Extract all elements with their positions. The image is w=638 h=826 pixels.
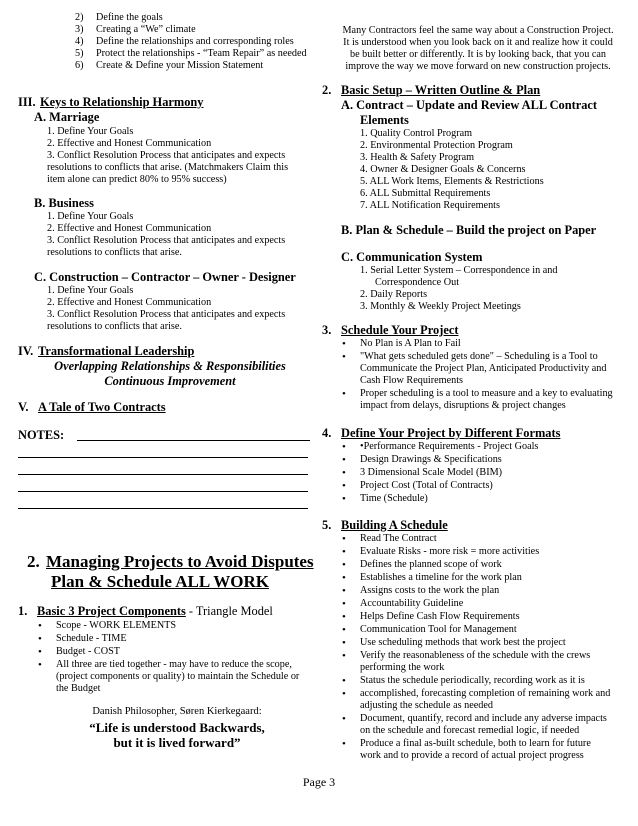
schedule-bullet-cont: Communicate the Project Plan, Anticipated Productivity and xyxy=(360,363,607,374)
contract-item: 2. Environmental Protection Program xyxy=(360,140,513,151)
build-bullet-cont: on the schedule and forecast remedial logic, if needed xyxy=(360,725,580,736)
build-bullet: • accomplished, forecasting completion of remaining work and xyxy=(360,688,610,700)
build-bullet-cont: performing the work xyxy=(360,662,445,673)
page-number: Page 3 xyxy=(302,775,336,789)
list-item: Define the relationships and corresponding roles xyxy=(96,36,294,47)
intro-line: Many Contractors feel the same way about a Construction Project. xyxy=(342,25,614,36)
communication-item: 2. Daily Reports xyxy=(360,289,428,300)
subsection-a-title: A. Marriage xyxy=(34,110,100,124)
section-5-title: Building A Schedule xyxy=(341,518,448,532)
section-2-number: 2. xyxy=(322,83,332,97)
subsection-a-item: item alone can predict 80% to 95% success) xyxy=(47,174,227,185)
section-5-number: 5. xyxy=(322,518,332,532)
schedule-bullet: • Proper scheduling is a tool to measure and a key to evaluating xyxy=(360,388,613,400)
contract-item: 3. Health & Safety Program xyxy=(360,152,475,163)
quote-line: but it is lived forward” xyxy=(113,735,241,750)
component-bullet: • Schedule - TIME xyxy=(56,633,127,645)
heading-2-number: 2. xyxy=(27,552,40,571)
communication-item: 1. Serial Letter System – Correspondence in and xyxy=(360,265,558,276)
component-section-title: Basic 3 Project Components xyxy=(37,604,186,618)
quote-line: “Life is understood Backwards, xyxy=(89,720,265,735)
notes-label: NOTES: xyxy=(18,428,65,442)
build-bullet: • Accountability Guideline xyxy=(360,598,463,610)
plan-schedule-title: B. Plan & Schedule – Build the project on Paper xyxy=(341,223,597,237)
build-bullet: • Verify the reasonableness of the schedule with the crews xyxy=(360,650,590,662)
subsection-b-item: resolutions to conflicts that arise. xyxy=(47,247,182,258)
list-item: Protect the relationships - “Team Repair” as needed xyxy=(96,48,307,59)
format-bullet: • Project Cost (Total of Contracts) xyxy=(360,480,493,492)
subsection-b-item: 3. Conflict Resolution Process that anticipates and expects xyxy=(47,235,286,246)
component-section-number: 1. xyxy=(18,604,28,618)
list-num: 2) xyxy=(75,12,84,23)
list-num: 6) xyxy=(75,60,84,71)
build-bullet: • Communication Tool for Management xyxy=(360,624,517,636)
subsection-b-title: B. Business xyxy=(34,196,94,210)
section-5-number: V. xyxy=(18,400,29,414)
schedule-bullet: • "What gets scheduled gets done" – Scheduling is a Tool to xyxy=(360,351,598,363)
schedule-bullet-cont: Cash Flow Requirements xyxy=(360,375,463,386)
contract-item: 6. ALL Submittal Requirements xyxy=(360,188,491,199)
component-bullet-cont: the Budget xyxy=(56,683,101,694)
build-bullet: • Read The Contract xyxy=(360,533,437,545)
section-4-subtitle: Overlapping Relationships & Responsibilities xyxy=(54,359,286,373)
subsection-c-item: resolutions to conflicts that arise. xyxy=(47,321,182,332)
subsection-c-item: 2. Effective and Honest Communication xyxy=(47,297,212,308)
list-item: Creating a “We” climate xyxy=(96,24,196,35)
format-bullet: • Time (Schedule) xyxy=(360,493,428,505)
build-bullet: • Produce a final as-built schedule, both to learn for future xyxy=(360,738,591,750)
section-3-title: Keys to Relationship Harmony xyxy=(40,95,204,109)
component-section-heading xyxy=(37,604,273,619)
section-4-subtitle: Continuous Improvement xyxy=(104,374,236,388)
section-4-number: 4. xyxy=(322,426,332,440)
intro-line: It is understood when you look back on it and realize how it could xyxy=(343,37,613,48)
heading-2-line: Managing Projects to Avoid Disputes xyxy=(46,552,314,571)
format-bullet: • Design Drawings & Specifications xyxy=(360,454,502,466)
notes-line xyxy=(77,440,310,441)
contract-title: Elements xyxy=(360,113,409,127)
build-bullet-cont: adjusting the schedule as needed xyxy=(360,700,493,711)
notes-line xyxy=(18,508,308,509)
build-bullet-cont: work and to provide a record of actual project progress xyxy=(360,750,584,761)
build-bullet: • Establishes a timeline for the work plan xyxy=(360,572,522,584)
format-bullet: • 3 Dimensional Scale Model (BIM) xyxy=(360,467,502,479)
list-num: 3) xyxy=(75,24,84,35)
subsection-b-item: 2. Effective and Honest Communication xyxy=(47,223,212,234)
subsection-c-item: 1. Define Your Goals xyxy=(47,285,134,296)
build-bullet: • Use scheduling methods that work best the project xyxy=(360,637,566,649)
component-bullet: • Budget - COST xyxy=(56,646,120,658)
subsection-c-item: 3. Conflict Resolution Process that anticipates and expects xyxy=(47,309,286,320)
component-section-suffix: - Triangle Model xyxy=(185,604,273,618)
notes-line xyxy=(18,491,308,492)
contract-item: 4. Owner & Designer Goals & Concerns xyxy=(360,164,526,175)
section-2-title: Basic Setup – Written Outline & Plan xyxy=(341,83,541,97)
notes-line xyxy=(18,457,308,458)
build-bullet: • Document, quantify, record and include any adverse impacts xyxy=(360,713,607,725)
subsection-a-item: 3. Conflict Resolution Process that anticipates and expects xyxy=(47,150,286,161)
communication-item: 3. Monthly & Weekly Project Meetings xyxy=(360,301,521,312)
build-bullet: • Evaluate Risks - more risk = more activities xyxy=(360,546,539,558)
contract-item: 1. Quality Control Program xyxy=(360,128,473,139)
component-bullet-cont: (project components or quality) to maintain the Schedule or xyxy=(56,671,300,682)
list-item: Define the goals xyxy=(96,12,163,23)
build-bullet: • Defines the planned scope of work xyxy=(360,559,502,571)
schedule-bullet: • No Plan is A Plan to Fail xyxy=(360,338,461,350)
section-4-number: IV. xyxy=(18,344,34,358)
quote-attribution: Danish Philosopher, Søren Kierkegaard: xyxy=(92,706,262,717)
contract-item: 7. ALL Notification Requirements xyxy=(360,200,500,211)
intro-line: improve the way we move forward on new construction projects. xyxy=(345,61,611,72)
section-4-title: Transformational Leadership xyxy=(38,344,195,358)
section-3-number: 3. xyxy=(322,323,332,337)
build-bullet: • Helps Define Cash Flow Requirements xyxy=(360,611,520,623)
section-3-title: Schedule Your Project xyxy=(341,323,459,337)
heading-2-line: Plan & Schedule ALL WORK xyxy=(51,572,269,591)
subsection-a-item: 1. Define Your Goals xyxy=(47,126,134,137)
subsection-b-item: 1. Define Your Goals xyxy=(47,211,134,222)
section-3-number: III. xyxy=(18,95,36,109)
build-bullet: • Assigns costs to the work the plan xyxy=(360,585,499,597)
list-num: 4) xyxy=(75,36,84,47)
list-num: 5) xyxy=(75,48,84,59)
format-bullet: • •Performance Requirements - Project Goals xyxy=(360,441,538,453)
notes-line xyxy=(18,474,308,475)
subsection-a-item: 2. Effective and Honest Communication xyxy=(47,138,212,149)
communication-item: Correspondence Out xyxy=(375,277,460,288)
communication-title: C. Communication System xyxy=(341,250,483,264)
component-bullet: • All three are tied together - may have to reduce the scope, xyxy=(56,659,292,671)
schedule-bullet-cont: impact from delays, disruptions & project changes xyxy=(360,400,566,411)
build-bullet: • Status the schedule periodically, recording work as it is xyxy=(360,675,585,687)
section-4-title: Define Your Project by Different Formats xyxy=(341,426,561,440)
section-5-title: A Tale of Two Contracts xyxy=(38,400,166,414)
subsection-c-title: C. Construction – Contractor – Owner - Designer xyxy=(34,270,296,284)
list-item: Create & Define your Mission Statement xyxy=(96,60,264,71)
component-bullet: • Scope - WORK ELEMENTS xyxy=(56,620,176,632)
contract-item: 5. ALL Work Items, Elements & Restrictions xyxy=(360,176,544,187)
contract-title: A. Contract – Update and Review ALL Contract xyxy=(341,98,598,112)
intro-line: be built better or differently. It is by looking back, that you can xyxy=(349,49,607,60)
subsection-a-item: resolutions to conflicts that arise. (Matchmakers Claim this xyxy=(47,162,289,173)
